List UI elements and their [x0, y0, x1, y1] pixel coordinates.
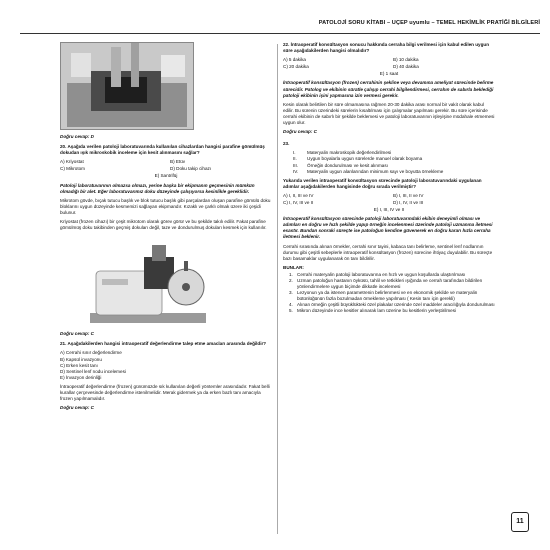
question-20: 20. Aşağıda verilen patoloji laboratuvarında kullanılan cihazlardan hangisi parafine gömülmüş dokudan ışık mikroskobik inceleme için kesit alınmasını sağlar?	[60, 144, 265, 156]
option-d: D) I, IV, II ve III	[393, 199, 424, 205]
microtome-photo	[82, 235, 214, 327]
statement-item	[293, 169, 495, 175]
explanation: Cerrahi sırasında alınan örnekler, cerrahi sınır tayini, kabaca tanı belirleme, sentinel lenf nodlarının durumu gibi çeşitli sebeplerle intraoperatif konsültasyon (frozen) sürecine ihtiyaç duyulabilir. Bu süreçte bazı basamaklar uygulanarak ön tanı bildirilir.	[283, 243, 493, 261]
option-d: D) 40 dakika	[393, 64, 419, 70]
microtome-image	[82, 235, 214, 327]
list-item	[289, 290, 495, 302]
question-21: 21. Aşağıdakilerden hangisi intraoperatif değerlendirme talep etme amacları arasında değildir?	[60, 341, 267, 347]
lab-equipment-photo	[61, 43, 193, 129]
explanation: Patoloji laboratuvarının olmazsa olmazı, yerine başka bir ekipmanın geçmesinin mümkün olmadığı bir alet. Eğer laboratuvarımız doku düzeyinde çalışıyorsa kesinlikle gereklidir.	[60, 182, 255, 194]
q23-options	[283, 193, 495, 207]
top-photo	[60, 42, 194, 130]
option-c: C) I, IV, III ve II	[283, 199, 314, 205]
option-a: A) 5 dakika	[283, 57, 306, 63]
explanation: İntraoperatif değerlendirme (frozen) günümüzde sık kullanılan değerli yöntemler arasındadır. Fakat belli kurallar çerçevesinde değerlendirme istenilmelidir. Merak gidermek ya da erken bazlı tanı amacıyla frozen yapılmamalıdır.	[60, 383, 270, 402]
option-e: E) Santrifüj	[154, 173, 178, 179]
option-c: C) Mikrotom	[60, 166, 86, 172]
right-column	[283, 42, 495, 316]
left-column	[60, 42, 272, 415]
option-c: C) 20 dakika	[283, 64, 309, 70]
answer-label: Doğru cevap: C	[60, 405, 94, 411]
question-23: Yukarıda verilen intraoperatif konsültasyon sürecinde patoloji laboratuvarındaki uygulanan adımlar aşağıdakilerden hangisinde doğru sırada verilmiştir?	[283, 177, 482, 189]
column-divider	[277, 44, 278, 534]
explanation: Kesin olarak belirtilen bir süre olmamasına rağmen 20-30 dakika arası normal bir vakit olarak kabul edilir. Bu sürenin üzerindeki sürelerin kısaltılması için çalışmalar yapılması gerekir. Bu süre içerisinde cerrahi ekibinin de sabırlı bir şekilde beklemesi ve patoloji laboratuvarının işleyişine müdahale etmemesi uygun olur.	[283, 101, 495, 126]
statement-number: IV.	[293, 168, 299, 174]
question-22: 22. İntraoperatif konsültasyon sonucu hakkında cerraha bilgi verilmesi için kabul edilen uygun süre aşağıdakilerden hangisi olmalıdır?	[283, 42, 490, 54]
option-e: E) İnvazyon derinliği	[60, 374, 102, 380]
list-number: 1.	[289, 271, 293, 277]
statement-text: Örneğin dondurulması ve kesit alınması	[307, 162, 388, 168]
explanation: Kriyostat (frozen cihazı) bir çeşit mikrotom olarak görev görür ve bu şekilde takılı edilir. Fakat parafine gömülmüş doku takibinden geçmiş dokuları değil, taze ve dondurulmuş dokuları kesmek için kullanılır.	[60, 219, 267, 231]
statement-number: III.	[293, 162, 299, 168]
running-header: PATOLOJİ SORU KİTABI – UÇEP uyumlu – TEMEL HEKİMLİK PRATİĞİ BİLGİLERİ	[318, 20, 540, 26]
header-rule	[20, 33, 540, 34]
statement-text: Uygun boyalarla uygun sürelerde manuel olarak boyama	[307, 156, 423, 162]
option-e: E) 1 saat	[379, 71, 399, 77]
answer-label: Doğru cevap: D	[60, 134, 94, 139]
explanation: İntraoperatif konsültasyon (frozen) cerrahinin şekline veya devamına ameliyat sürecinde belirme sürecidir. Patolog ve ekibinin süratle çalışıp cerrahi bilgilendirmesi, cerrahın de sabırla beklediği patoloji ekibinin işini yapmasına izin vermesi gerekir.	[283, 80, 494, 98]
option-b: B) I, III, II ve IV	[393, 192, 424, 198]
q21-options	[60, 350, 272, 380]
list-text: Uzman patoloğun hastanın öyküsü, tahlil ve tetkikleri ışığında ve cerrah tarafından bildirilen yönlendirmelere uygun biçimde dikkatle incelemesi	[297, 278, 483, 290]
list-title: BUNLAR:	[283, 264, 304, 270]
list-text: Cerrahi materyalin patoloji laboratuvarına en hızlı ve uygun koşullarda ulaştırılması	[297, 271, 466, 277]
option-a: A) I, II, III ve IV	[283, 192, 314, 198]
option-d: D) Doku takip cihazı	[170, 166, 212, 172]
option-b: B) 10 dakika	[393, 57, 419, 63]
procedure-list	[289, 272, 495, 315]
explanation: İntraoperatif konsültasyon sürecinde patoloji laboratuvarındaki ekibin deneyimli olması ve adımları en doğru ve hızlı şekilde yapıp örneğin incelenmesi üzerinde patoloji uzmanına iletmesi esastır. Bundan sonraki süreçte ise patoloğun kendine güvenerek en doğru kararı hızla cerraha iletmesi beklenir.	[283, 216, 493, 240]
q20-options	[60, 159, 272, 173]
statement-number: II.	[293, 156, 297, 162]
option-d: D) Sentinel lenf nodu incelemesi	[60, 368, 126, 374]
statement-text: Materyalin makroskopik değerlendirilmesi	[307, 150, 392, 156]
explanation: Mikrotom gövde, bıçak tutucu başlık ve blok tutucu başlık gibi parçalardan oluşan parafine gömülü doku bloklarını uygun düzeyinde kesmemizi sağlayan ekipmandır. Kızaklı ve çarklı olmak üzere iki çeşidi bulunur.	[60, 197, 271, 215]
statement-number: I.	[293, 150, 296, 156]
option-e: E) I, III, IV ve II	[373, 207, 405, 213]
option-a: A) Kriyostat	[60, 159, 84, 165]
list-number: 4.	[289, 302, 293, 308]
list-item	[289, 278, 495, 290]
list-text: Alınan örneğin çeşitli büyüklükteki özel plakalar üzerinde özel maddeler aracılığıyla dondurulması	[297, 302, 495, 308]
statement-text: Materyalin uygun alanlarından minimum sayı ve boyutta örnekleme	[307, 168, 444, 174]
option-b: B) Kapsül invazyonu	[60, 356, 102, 362]
question-23-number: 23.	[283, 141, 290, 147]
option-b: B) Etüv	[170, 159, 186, 165]
list-text: Mikron düzeyinde ince kesitler alınarak lam üzerine bu kesitlerin yerleştirilmesi	[297, 308, 457, 314]
q23-statements	[293, 150, 495, 174]
list-number: 3.	[289, 290, 293, 296]
option-c: C) Erken kesit tanı	[60, 362, 98, 368]
list-number: 5.	[289, 308, 293, 314]
list-item	[289, 308, 495, 314]
answer-label: Doğru cevap: C	[283, 129, 317, 135]
q22-options	[283, 57, 495, 71]
option-a: A) Cerrahi sınır değerlendirme	[60, 350, 122, 356]
list-text: Lezyonun ya da istenen parametrenin belirlenmesi ve en ekonomik şekilde ve materyalin bütünlüğünün fazla bozulmadan örnekleme yapılması ( Kesin tanı için gerekli)	[297, 290, 478, 302]
page-number: 11	[511, 512, 529, 532]
list-number: 2.	[289, 278, 293, 283]
answer-label: Doğru cevap: C	[60, 331, 94, 337]
